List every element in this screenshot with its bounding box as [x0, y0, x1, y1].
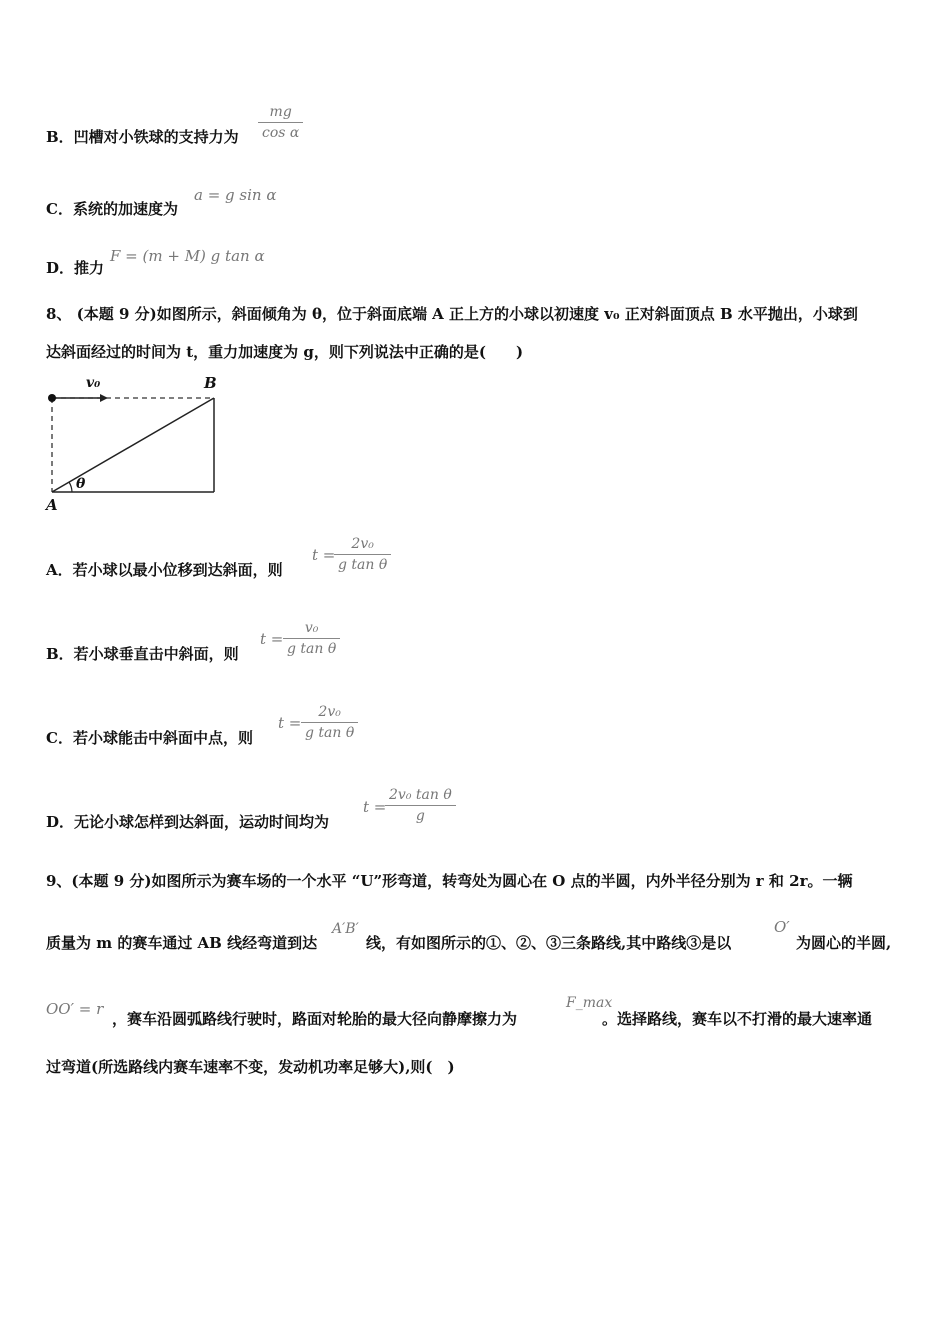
q8-option-a — [46, 560, 283, 580]
q9-stem-line1: 9、(本题 9 分)如图所示为赛车场的一个水平 “U”形弯道，转弯处为圆心在 O 点的半圆，内外半径分别为 r 和 2r。一辆 — [46, 872, 853, 890]
fraction-numerator: v₀ — [304, 620, 319, 636]
q8-option-a-fraction — [334, 536, 391, 573]
q9-stem-line3b: 。选择路线，赛车以不打滑的最大速率通 — [602, 1010, 873, 1028]
q9-stem-line2a: 质量为 m 的赛车通过 AB 线经弯道到达 — [46, 934, 318, 952]
q9-stem-line2c: 为圆心的半圆, — [796, 934, 892, 952]
q8-stem-line2: 达斜面经过的时间为 t，重力加速度为 g，则下列说法中正确的是( ) — [46, 343, 524, 361]
q8-option-a-lhs: t = — [312, 546, 336, 564]
q9-math-a-prime-b-prime: A′B′ — [332, 921, 359, 937]
q8-option-c — [46, 728, 253, 748]
q9-math-oo-prime: OO′ = r — [46, 1000, 104, 1018]
angle-arc — [69, 482, 72, 492]
q9-math-o-prime: O′ — [774, 918, 790, 936]
fraction-denominator: g — [385, 805, 456, 824]
q9-stem-line2b: 线，有如图所示的①、②、③三条路线,其中路线③是以 — [366, 934, 732, 952]
ball-icon — [48, 394, 56, 402]
q8-option-c-label: C．若小球能击中斜面中点，则 — [46, 729, 253, 747]
q7-option-b-fraction — [258, 104, 303, 141]
fraction-numerator: 2v₀ tan θ — [389, 787, 452, 803]
q8-option-c-lhs: t = — [278, 714, 302, 732]
q7-option-c-formula: a = g sin α — [194, 186, 277, 204]
q8-option-b-fraction — [283, 620, 340, 657]
q7-option-d-formula: F = (m + M) g tan α — [110, 247, 265, 265]
q8-incline-figure — [44, 372, 224, 514]
q8-stem-line1: 8、 (本题 9 分)如图所示，斜面倾角为 θ，位于斜面底端 A 正上方的小球以初速度 v₀ 正对斜面顶点 B 水平抛出，小球到 — [46, 305, 858, 323]
fraction-numerator: mg — [269, 104, 292, 120]
fraction-numerator: 2v₀ — [351, 536, 374, 552]
q9-stem-line3a: ，赛车沿圆弧路线行驶时，路面对轮胎的最大径向静摩擦力为 — [112, 1010, 518, 1028]
q7-option-c-label: C．系统的加速度为 — [46, 200, 178, 218]
fraction-denominator: g tan θ — [334, 554, 391, 573]
velocity-arrowhead — [100, 394, 108, 402]
q8-option-d-lhs: t = — [363, 798, 387, 816]
label-a: A — [46, 496, 58, 514]
q9-math-fmax: F_max — [566, 995, 613, 1011]
q7-option-b-label: B．凹槽对小铁球的支持力为 — [46, 128, 239, 146]
q8-option-d — [46, 812, 329, 832]
q8-option-a-label: A．若小球以最小位移到达斜面，则 — [46, 561, 283, 579]
fraction-denominator: g tan θ — [301, 722, 358, 741]
q8-option-d-label: D．无论小球怎样到达斜面，运动时间均为 — [46, 813, 330, 831]
label-b: B — [204, 374, 217, 392]
q7-option-c — [46, 199, 178, 219]
q8-option-b — [46, 644, 239, 664]
label-theta: θ — [76, 476, 86, 492]
q7-option-d — [46, 258, 104, 278]
q9-stem-line4: 过弯道(所选路线内赛车速率不变，发动机功率足够大),则( ) — [46, 1058, 455, 1076]
q8-option-d-fraction — [385, 787, 456, 824]
q7-option-b — [46, 127, 239, 147]
q7-option-d-label: D．推力 — [46, 259, 105, 277]
label-v0: v₀ — [86, 375, 101, 391]
q8-option-c-fraction — [301, 704, 358, 741]
fraction-numerator: 2v₀ — [318, 704, 341, 720]
fraction-denominator: g tan θ — [283, 638, 340, 657]
q8-option-b-label: B．若小球垂直击中斜面，则 — [46, 645, 239, 663]
q8-option-b-lhs: t = — [260, 630, 284, 648]
fraction-denominator: cos α — [258, 122, 303, 141]
